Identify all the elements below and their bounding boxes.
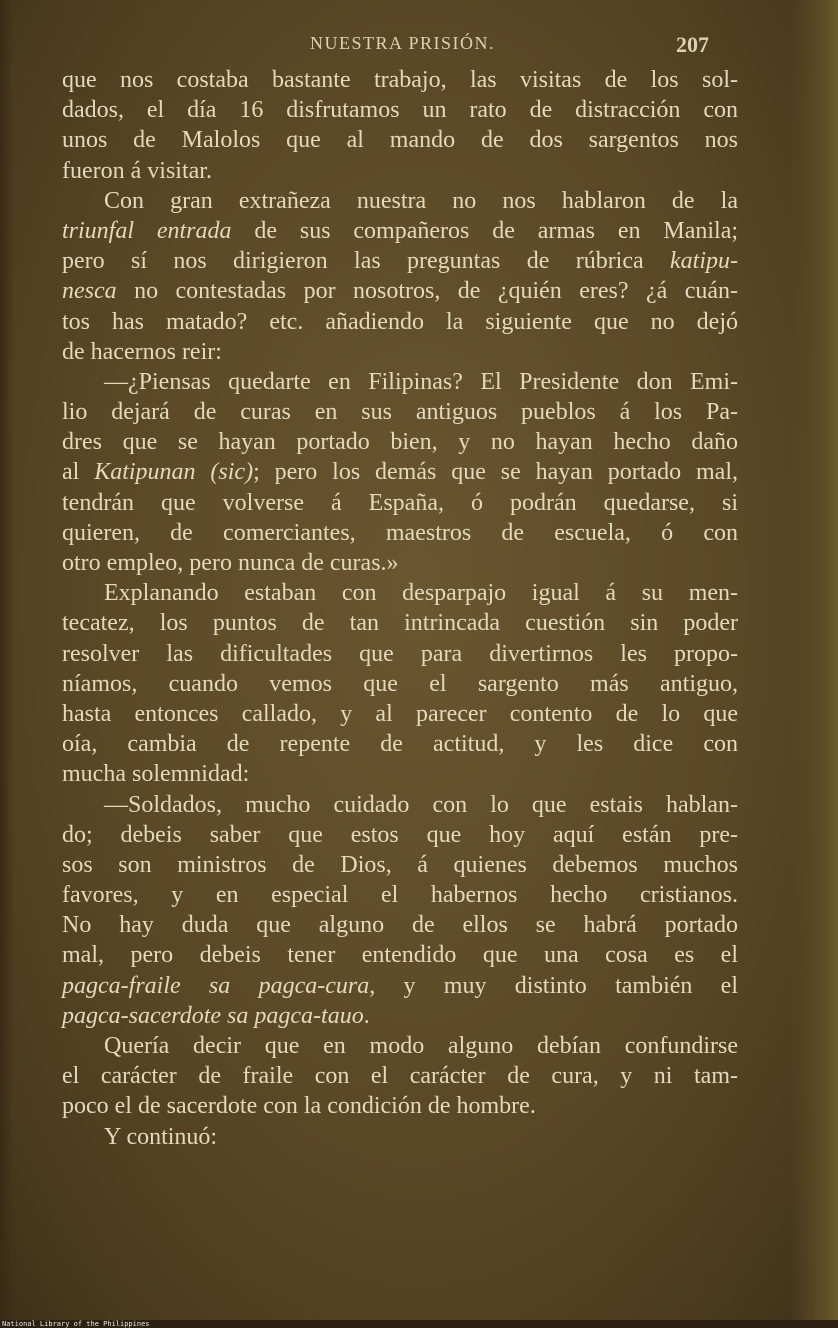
body-text	[62, 65, 738, 1152]
text-line: tos has matado? etc. añadiendo la siguiente que no dejó	[62, 308, 738, 335]
italic-phrase: katipu-	[670, 248, 738, 275]
italic-phrase: pagca-fraile sa pagca-cura	[62, 972, 370, 999]
text-line: de hacernos reir:	[62, 338, 222, 365]
text-line: níamos, cuando vemos que el sargento más antiguo,	[62, 670, 738, 697]
text-line: poco el de sacerdote con la condición de hombre.	[62, 1093, 536, 1120]
text-line: pagca-sacerdote sa pagca-tauo.	[62, 1002, 370, 1029]
text-line: Y continuó:	[104, 1123, 218, 1150]
text-line: fueron á visitar.	[62, 157, 212, 184]
text-line: tendrán que volverse á España, ó podrán quedarse, si	[62, 489, 738, 516]
text-line: —¿Piensas quedarte en Filipinas? El Presidente don Emi-	[104, 368, 738, 395]
text-line: Quería decir que en modo alguno debían confundirse	[104, 1033, 738, 1059]
text-line: mal, pero debeis tener entendido que una cosa es el	[62, 942, 738, 969]
text-line: el carácter de fraile con el carácter de cura, y ni tam-	[62, 1063, 738, 1090]
text-line: pero sí nos dirigieron las preguntas de rúbrica katipu-	[62, 248, 738, 275]
italic-phrase: triunfal entrada	[62, 217, 232, 244]
text-line: oía, cambia de repente de actitud, y les dice con	[62, 731, 738, 758]
page-number: 207	[676, 32, 709, 57]
text-line: Explanando estaban con desparpajo igual á su men-	[104, 580, 738, 607]
text-line: unos de Malolos que al mando de dos sargentos nos	[62, 127, 738, 154]
text-line: pagca-fraile sa pagca-cura, y muy distinto también el	[62, 972, 739, 999]
text-line: tecatez, los puntos de tan intrincada cuestión sin poder	[62, 610, 738, 637]
text-line: otro empleo, pero nunca de curas.»	[62, 550, 399, 576]
italic-phrase: pagca-sacerdote sa pagca-tauo	[62, 1002, 364, 1029]
page-left-edge-shadow	[0, 0, 14, 1320]
text-line: favores, y en especial el habernos hecho cristianos.	[62, 882, 738, 909]
text-line: que nos costaba bastante trabajo, las visitas de los sol-	[62, 67, 738, 93]
text-line: nesca no contestadas por nosotros, de ¿quién eres? ¿á cuán-	[62, 278, 738, 305]
running-head	[0, 33, 838, 57]
library-credit: National Library of the Philippines	[2, 1320, 150, 1328]
text-line: triunfal entrada de sus compañeros de armas en Manila;	[62, 217, 739, 244]
text-line: No hay duda que alguno de ellos se habrá portado	[62, 912, 738, 939]
text-line: quieren, de comerciantes, maestros de escuela, ó con	[62, 519, 738, 546]
text-line: mucha solemnidad:	[62, 761, 250, 788]
running-head-title: NUESTRA PRISIÓN.	[310, 33, 496, 53]
italic-phrase: nesca	[62, 278, 117, 305]
text-line: sos son ministros de Dios, á quienes debemos muchos	[62, 851, 738, 878]
text-line: dres que se hayan portado bien, y no hayan hecho daño	[62, 429, 738, 456]
text-line: hasta entonces callado, y al parecer contento de lo que	[62, 700, 738, 727]
text-line: resolver las dificultades que para divertirnos les propo-	[62, 640, 738, 667]
italic-phrase: Katipunan (sic)	[94, 459, 254, 486]
text-line: do; debeis saber que estos que hoy aquí están pre-	[62, 821, 738, 848]
text-line: lio dejará de curas en sus antiguos pueblos á los Pa-	[62, 399, 738, 426]
page-right-edge-stain	[790, 0, 838, 1320]
text-line: dados, el día 16 disfrutamos un rato de distracción con	[62, 97, 738, 124]
text-line: al Katipunan (sic); pero los demás que se hayan portado mal,	[62, 459, 738, 486]
text-line: —Soldados, mucho cuidado con lo que estais hablan-	[104, 791, 738, 818]
text-line: Con gran extrañeza nuestra no nos hablaron de la	[104, 187, 738, 214]
